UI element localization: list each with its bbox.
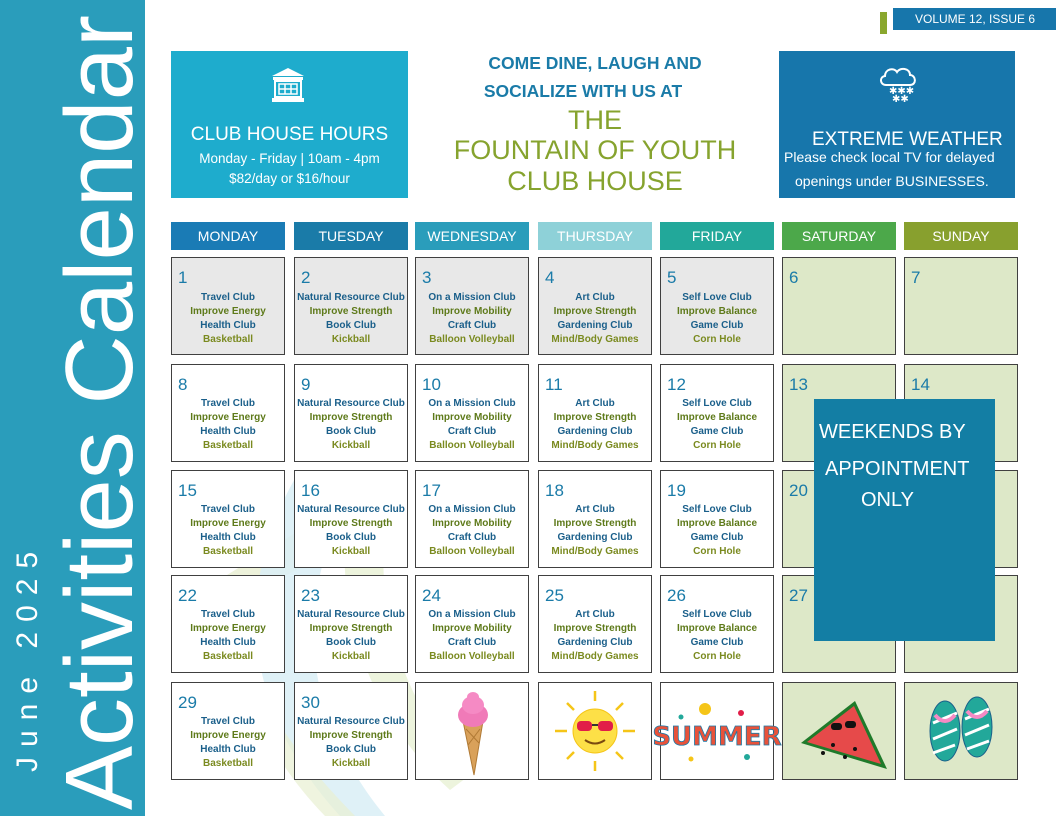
calendar-day-cell <box>660 575 774 673</box>
activity-list <box>295 397 407 453</box>
activity-item: Self Love Club <box>682 292 752 303</box>
day-number: 26 <box>667 586 686 605</box>
activity-item: Basketball <box>202 546 254 557</box>
activity-item: Health Club <box>200 426 256 437</box>
extreme-weather-panel <box>779 51 1015 198</box>
activity-item: Improve Energy <box>190 412 266 423</box>
activity-item: Health Club <box>200 320 256 331</box>
activity-item: Natural Resource Club <box>297 504 405 515</box>
activity-item: Craft Club <box>447 637 497 648</box>
day-number: 3 <box>422 268 432 287</box>
day-number: 19 <box>667 481 686 500</box>
day-number: 30 <box>301 693 320 712</box>
activity-item: Craft Club <box>447 426 497 437</box>
day-number: 18 <box>545 481 564 500</box>
calendar-day-cell <box>538 364 652 462</box>
activity-item: Book Club <box>326 744 376 755</box>
activity-item: Improve Energy <box>190 518 266 529</box>
day-header-tuesday: TUESDAY <box>294 222 408 250</box>
day-number: 11 <box>545 375 563 394</box>
calendar-day-cell <box>660 364 774 462</box>
activity-list <box>172 608 284 664</box>
activity-item: Corn Hole <box>693 546 741 557</box>
activity-item: Improve Strength <box>553 306 637 317</box>
calendar-cell-decor <box>782 682 896 780</box>
day-number: 12 <box>667 375 686 394</box>
activity-item: Balloon Volleyball <box>429 334 515 345</box>
day-number: 10 <box>422 375 441 394</box>
activity-list <box>416 503 528 559</box>
weather-heading: EXTREME WEATHER <box>812 129 1003 150</box>
activity-item: Book Club <box>326 426 376 437</box>
activity-list <box>295 291 407 347</box>
summer-word-art <box>652 683 782 779</box>
activity-item: On a Mission Club <box>428 292 516 303</box>
activity-item: Mind/Body Games <box>551 546 639 557</box>
day-header-friday: FRIDAY <box>660 222 774 250</box>
activity-item: Game Club <box>690 426 744 437</box>
weekend-note-line-2: APPOINTMENT <box>825 458 970 480</box>
calendar-day-cell <box>294 257 408 355</box>
activity-item: Mind/Body Games <box>551 334 639 345</box>
activity-item: Self Love Club <box>682 504 752 515</box>
month-year: June 2025 <box>11 541 44 772</box>
calendar-day-cell <box>415 257 529 355</box>
day-number: 17 <box>422 481 441 500</box>
activity-list <box>539 503 651 559</box>
day-number: 15 <box>178 481 197 500</box>
activity-item: Improve Balance <box>676 412 758 423</box>
day-number: 13 <box>789 375 808 394</box>
weekend-note-line-1: WEEKENDS BY <box>819 421 966 443</box>
calendar-day-cell <box>538 470 652 568</box>
activity-item: On a Mission Club <box>428 609 516 620</box>
day-number: 14 <box>911 375 930 394</box>
hours-heading: CLUB HOUSE HOURS <box>190 124 389 145</box>
calendar-day-cell <box>294 470 408 568</box>
activity-item: Improve Strength <box>309 412 393 423</box>
activity-item: Improve Energy <box>190 730 266 741</box>
activity-item: Travel Club <box>201 609 255 620</box>
activity-list <box>416 397 528 453</box>
activity-item: On a Mission Club <box>428 398 516 409</box>
day-header-wednesday: WEDNESDAY <box>415 222 529 250</box>
activity-item: Improve Energy <box>190 623 266 634</box>
activity-list <box>172 503 284 559</box>
headline-line-5: CLUB HOUSE <box>507 166 683 196</box>
weather-line-2: openings under BUSINESSES. <box>795 173 989 189</box>
day-header-sunday: SUNDAY <box>904 222 1018 250</box>
calendar-day-cell <box>538 257 652 355</box>
headline-line-3: THE <box>568 105 622 135</box>
activity-item: Mind/Body Games <box>551 651 639 662</box>
activity-list <box>416 291 528 347</box>
activity-list <box>661 608 773 664</box>
activity-list <box>539 291 651 347</box>
calendar-day-cell <box>415 470 529 568</box>
calendar-day-cell <box>294 575 408 673</box>
day-header-thursday: THURSDAY <box>538 222 652 250</box>
activity-item: Travel Club <box>201 504 255 515</box>
activity-item: Improve Strength <box>309 730 393 741</box>
headline-line-2: SOCIALIZE WITH US AT <box>483 81 683 101</box>
activity-item: Game Club <box>690 320 744 331</box>
activity-list <box>172 397 284 453</box>
calendar-day-cell <box>415 364 529 462</box>
activity-item: Improve Strength <box>553 518 637 529</box>
svg-text:✱✱: ✱✱ <box>892 94 909 105</box>
calendar-day-cell <box>171 470 285 568</box>
hours-days-time: Monday - Friday | 10am - 4pm <box>199 151 380 166</box>
calendar-day-cell <box>660 470 774 568</box>
day-number: 8 <box>178 375 188 394</box>
day-number: 22 <box>178 586 197 605</box>
activity-item: Natural Resource Club <box>297 609 405 620</box>
day-number: 9 <box>301 375 311 394</box>
activity-item: Balloon Volleyball <box>429 440 515 451</box>
calendar-day-cell <box>294 682 408 780</box>
calendar-day-cell <box>538 575 652 673</box>
calendar-day-cell <box>294 364 408 462</box>
activity-item: Kickball <box>331 651 371 662</box>
club-house-hours-panel <box>171 51 408 198</box>
activity-item: Book Club <box>326 637 376 648</box>
calendar-title: Activities Calendar <box>46 15 153 810</box>
activity-item: Basketball <box>202 334 254 345</box>
activity-item: Self Love Club <box>682 609 752 620</box>
day-number: 29 <box>178 693 197 712</box>
building-icon <box>271 67 305 103</box>
activity-item: Kickball <box>331 758 371 769</box>
activity-item: Balloon Volleyball <box>429 546 515 557</box>
activity-item: Gardening Club <box>557 532 633 543</box>
day-number: 1 <box>178 268 188 287</box>
activity-item: Improve Mobility <box>432 623 512 634</box>
activity-item: Self Love Club <box>682 398 752 409</box>
sun-sunglasses-icon <box>539 683 651 779</box>
activity-item: Improve Strength <box>309 623 393 634</box>
activity-item: Kickball <box>331 334 371 345</box>
activity-item: Game Club <box>690 637 744 648</box>
calendar-day-cell <box>782 257 896 355</box>
day-header-saturday: SATURDAY <box>782 222 896 250</box>
calendar-day-cell <box>171 257 285 355</box>
day-number: 5 <box>667 268 677 287</box>
activity-item: Kickball <box>331 440 371 451</box>
volume-accent-bar <box>880 12 887 34</box>
activity-item: Corn Hole <box>693 334 741 345</box>
activity-item: Travel Club <box>201 398 255 409</box>
activity-item: Basketball <box>202 651 254 662</box>
day-number: 6 <box>789 268 799 287</box>
activity-item: Improve Energy <box>190 306 266 317</box>
day-header-monday: MONDAY <box>171 222 285 250</box>
activity-list <box>295 715 407 771</box>
activity-list <box>172 715 284 771</box>
day-number: 4 <box>545 268 555 287</box>
activity-item: Balloon Volleyball <box>429 651 515 662</box>
activity-item: Kickball <box>331 546 371 557</box>
hours-price: $82/day or $16/hour <box>229 171 350 186</box>
activity-item: Health Club <box>200 532 256 543</box>
activity-item: Craft Club <box>447 320 497 331</box>
weekend-appointment-note <box>814 399 995 641</box>
calendar-cell-decor <box>415 682 529 780</box>
activity-item: Mind/Body Games <box>551 440 639 451</box>
activity-list <box>295 608 407 664</box>
activity-list <box>172 291 284 347</box>
activity-list <box>295 503 407 559</box>
activity-item: Art Club <box>575 504 615 515</box>
headline-line-4: FOUNTAIN OF YOUTH <box>453 135 737 165</box>
day-number: 7 <box>911 268 921 287</box>
activity-item: Travel Club <box>201 716 255 727</box>
activity-item: Natural Resource Club <box>297 716 405 727</box>
day-number: 25 <box>545 586 564 605</box>
activity-list <box>661 291 773 347</box>
day-number: 20 <box>789 481 808 500</box>
activity-item: Improve Balance <box>676 623 758 634</box>
activity-item: Improve Strength <box>553 623 637 634</box>
activity-list <box>661 397 773 453</box>
activity-item: Gardening Club <box>557 637 633 648</box>
activity-item: Health Club <box>200 637 256 648</box>
activity-item: Art Club <box>575 292 615 303</box>
activity-list <box>661 503 773 559</box>
activity-item: Improve Balance <box>676 306 758 317</box>
activity-item: Improve Mobility <box>432 412 512 423</box>
snow-cloud-icon <box>877 63 919 103</box>
day-number: 16 <box>301 481 320 500</box>
calendar-cell-decor <box>904 682 1018 780</box>
activity-item: Gardening Club <box>557 426 633 437</box>
activity-list <box>539 608 651 664</box>
svg-text:SUMMER: SUMMER <box>652 722 782 752</box>
calendar-day-cell <box>171 364 285 462</box>
activity-item: Improve Strength <box>309 518 393 529</box>
activity-item: Corn Hole <box>693 440 741 451</box>
calendar-cell-decor <box>652 682 782 780</box>
day-number: 23 <box>301 586 320 605</box>
calendar-cell-decor <box>538 682 652 780</box>
activity-item: Basketball <box>202 758 254 769</box>
activity-item: Improve Strength <box>309 306 393 317</box>
activity-item: On a Mission Club <box>428 504 516 515</box>
ice-cream-icon <box>416 683 528 779</box>
activity-item: Corn Hole <box>693 651 741 662</box>
svg-text:✱✱✱: ✱✱✱ <box>889 86 915 97</box>
calendar-day-cell <box>660 257 774 355</box>
headline-line-1: COME DINE, LAUGH AND <box>488 53 702 73</box>
activity-item: Game Club <box>690 532 744 543</box>
activity-item: Improve Strength <box>553 412 637 423</box>
activity-item: Health Club <box>200 744 256 755</box>
activity-item: Natural Resource Club <box>297 292 405 303</box>
activity-item: Natural Resource Club <box>297 398 405 409</box>
calendar-day-cell <box>904 257 1018 355</box>
activity-list <box>539 397 651 453</box>
weekend-note-line-3: ONLY <box>861 489 914 511</box>
activity-item: Book Club <box>326 532 376 543</box>
watermelon-icon <box>783 683 895 779</box>
activity-item: Art Club <box>575 398 615 409</box>
activity-item: Basketball <box>202 440 254 451</box>
day-number: 2 <box>301 268 311 287</box>
flip-flops-icon <box>905 683 1017 779</box>
activity-item: Improve Mobility <box>432 518 512 529</box>
volume-issue: VOLUME 12, ISSUE 6 <box>893 8 1056 30</box>
day-number: 24 <box>422 586 441 605</box>
activity-item: Craft Club <box>447 532 497 543</box>
activity-item: Travel Club <box>201 292 255 303</box>
activity-item: Gardening Club <box>557 320 633 331</box>
activity-item: Improve Mobility <box>432 306 512 317</box>
activity-item: Improve Balance <box>676 518 758 529</box>
weather-line-1: Please check local TV for delayed <box>784 149 995 165</box>
calendar-day-cell <box>171 575 285 673</box>
activity-list <box>416 608 528 664</box>
activity-item: Book Club <box>326 320 376 331</box>
activity-item: Art Club <box>575 609 615 620</box>
calendar-day-cell <box>415 575 529 673</box>
calendar-day-cell <box>171 682 285 780</box>
day-number: 27 <box>789 586 808 605</box>
